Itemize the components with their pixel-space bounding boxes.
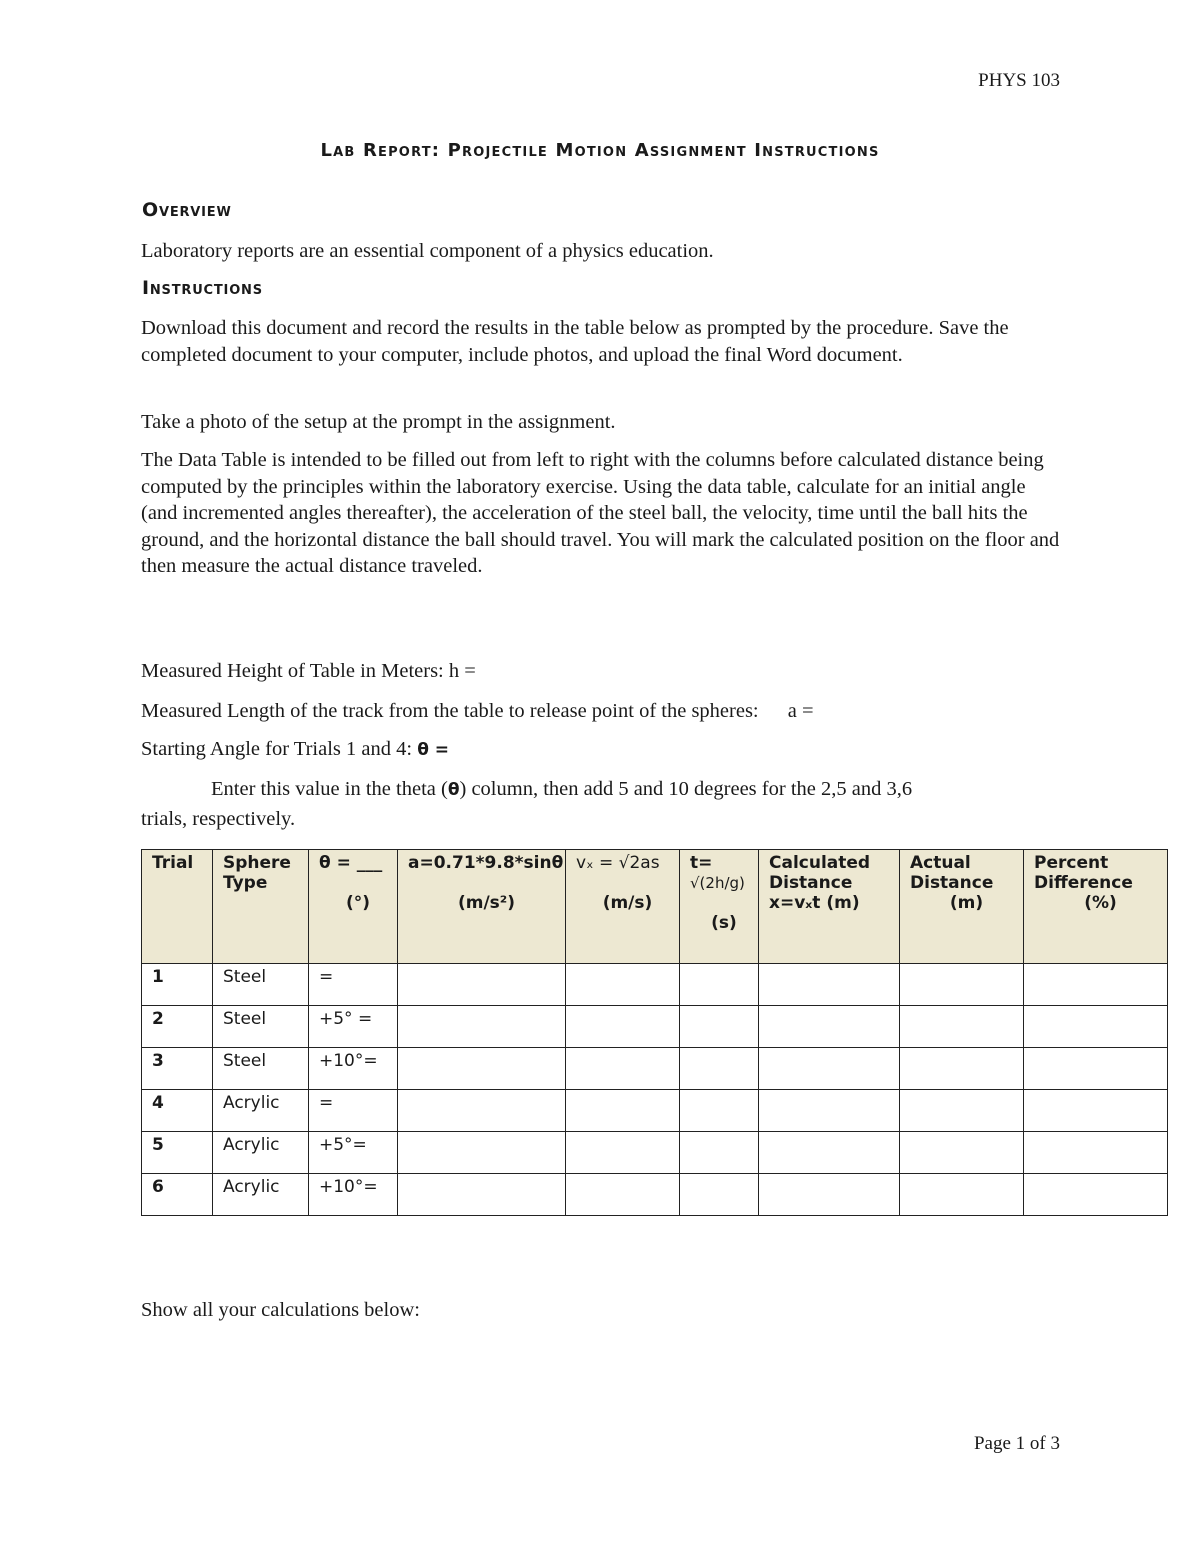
header-calc-label: Calculated Distance xyxy=(769,853,871,893)
calculated-distance-cell[interactable] xyxy=(759,1090,900,1132)
instructions-paragraph-3: The Data Table is intended to be filled out from left to right with the columns before calculated distance being computed by the principles within the laboratory exercise. Using the data table, calculate for an initial angle (and incremented angles thereafter), the acceleration of the steel ball, the velocity, time until the ball hits the ground, and the horizontal distance the ball should travel. You will mark the calculated position on the floor and then measure the actual distance traveled. xyxy=(141,449,1060,577)
actual-distance-cell[interactable] xyxy=(900,1006,1024,1048)
track-length-var: a = xyxy=(787,700,814,722)
velocity-cell[interactable] xyxy=(566,1048,680,1090)
sphere-cell: Steel xyxy=(213,1006,309,1048)
instructions-paragraph-1: Download this document and record the results in the table below as prompted by the procedure. Save the completed document to your computer, include photos, and upload the final Word document. xyxy=(141,317,1009,366)
trial-cell: 5 xyxy=(142,1132,213,1174)
actual-distance-cell[interactable] xyxy=(900,1048,1024,1090)
header-time-unit: (s) xyxy=(711,913,737,933)
acceleration-cell[interactable] xyxy=(398,1132,566,1174)
table-row xyxy=(142,1006,1168,1048)
trial-cell: 2 xyxy=(142,1006,213,1048)
table-row xyxy=(142,1090,1168,1132)
calculated-distance-cell[interactable] xyxy=(759,1132,900,1174)
sphere-cell: Acrylic xyxy=(213,1174,309,1216)
sphere-cell: Acrylic xyxy=(213,1132,309,1174)
header-trial: Trial xyxy=(142,850,213,964)
time-cell[interactable] xyxy=(680,1048,759,1090)
acceleration-cell[interactable] xyxy=(398,1048,566,1090)
acceleration-cell[interactable] xyxy=(398,964,566,1006)
trial-cell: 6 xyxy=(142,1174,213,1216)
track-length-line xyxy=(141,700,814,723)
header-acceleration-formula: a=0.71*9.8*sinθ xyxy=(408,853,564,873)
velocity-cell[interactable] xyxy=(566,1006,680,1048)
theta-cell[interactable]: = xyxy=(309,964,398,1006)
header-percent-unit: (%) xyxy=(1084,893,1117,913)
header-sphere-type: Sphere Type xyxy=(213,850,309,964)
calculated-distance-cell[interactable] xyxy=(759,1174,900,1216)
header-calculated-distance xyxy=(759,850,900,964)
header-percent-difference xyxy=(1024,850,1168,964)
theta-cell[interactable]: = xyxy=(309,1090,398,1132)
starting-angle-symbol: θ = xyxy=(417,740,450,760)
page-title: Lab Report: Projectile Motion Assignment Instructions xyxy=(320,140,880,161)
percent-difference-cell[interactable] xyxy=(1024,1006,1168,1048)
time-cell[interactable] xyxy=(680,1174,759,1216)
page-number: Page 1 of 3 xyxy=(973,1433,1060,1454)
header-calc-formula: x=vₓt (m) xyxy=(769,893,860,913)
calculations-prompt: Show all your calculations below: xyxy=(141,1299,420,1321)
acceleration-cell[interactable] xyxy=(398,1174,566,1216)
calculated-distance-cell[interactable] xyxy=(759,964,900,1006)
header-time xyxy=(680,850,759,964)
trial-cell: 4 xyxy=(142,1090,213,1132)
data-table xyxy=(141,849,1168,1216)
header-velocity-formula: vₓ = √2as xyxy=(576,853,660,873)
percent-difference-cell[interactable] xyxy=(1024,1048,1168,1090)
percent-difference-cell[interactable] xyxy=(1024,1090,1168,1132)
actual-distance-cell[interactable] xyxy=(900,964,1024,1006)
time-cell[interactable] xyxy=(680,1006,759,1048)
table-header-row xyxy=(142,850,1168,964)
header-actual-distance xyxy=(900,850,1024,964)
table-height-line: Measured Height of Table in Meters: h = xyxy=(141,660,476,682)
actual-distance-cell[interactable] xyxy=(900,1132,1024,1174)
time-cell[interactable] xyxy=(680,964,759,1006)
enter-value-line xyxy=(211,778,912,801)
header-velocity xyxy=(566,850,680,964)
actual-distance-cell[interactable] xyxy=(900,1174,1024,1216)
header-time-formula: √(2h/g) xyxy=(690,874,745,892)
velocity-cell[interactable] xyxy=(566,1132,680,1174)
starting-angle-line xyxy=(141,738,449,761)
calculated-distance-cell[interactable] xyxy=(759,1048,900,1090)
sphere-cell: Acrylic xyxy=(213,1090,309,1132)
trial-cell: 1 xyxy=(142,964,213,1006)
calculated-distance-cell[interactable] xyxy=(759,1006,900,1048)
table-row xyxy=(142,1174,1168,1216)
time-cell[interactable] xyxy=(680,1132,759,1174)
header-actual-label: Actual Distance xyxy=(910,853,994,893)
enter-value-theta: θ xyxy=(447,780,460,800)
enter-value-post: ) column, then add 5 and 10 degrees for the 2,5 and 3,6 xyxy=(459,778,913,800)
velocity-cell[interactable] xyxy=(566,1090,680,1132)
track-length-label: Measured Length of the track from the table to release point of the spheres: xyxy=(141,700,759,722)
table-row xyxy=(142,1132,1168,1174)
header-theta-unit: (°) xyxy=(345,893,371,913)
enter-value-pre: Enter this value in the theta ( xyxy=(211,778,448,800)
sphere-cell: Steel xyxy=(213,1048,309,1090)
acceleration-cell[interactable] xyxy=(398,1090,566,1132)
theta-cell[interactable]: +10°= xyxy=(309,1174,398,1216)
header-acceleration-unit: (m/s²) xyxy=(457,893,516,913)
percent-difference-cell[interactable] xyxy=(1024,964,1168,1006)
header-theta xyxy=(309,850,398,964)
velocity-cell[interactable] xyxy=(566,1174,680,1216)
overview-heading: Overview xyxy=(142,199,232,221)
enter-value-line-2: trials, respectively. xyxy=(141,808,296,830)
header-acceleration xyxy=(398,850,566,964)
course-header: PHYS 103 xyxy=(978,70,1060,91)
theta-cell[interactable]: +5° = xyxy=(309,1006,398,1048)
actual-distance-cell[interactable] xyxy=(900,1090,1024,1132)
starting-angle-label: Starting Angle for Trials 1 and 4: xyxy=(141,738,418,760)
header-actual-unit: (m) xyxy=(949,893,984,913)
table-row xyxy=(142,1048,1168,1090)
theta-cell[interactable]: +10°= xyxy=(309,1048,398,1090)
header-theta-label: θ = ___ xyxy=(319,853,383,873)
overview-text: Laboratory reports are an essential component of a physics education. xyxy=(141,240,714,262)
header-time-label: t= xyxy=(690,853,713,873)
acceleration-cell[interactable] xyxy=(398,1006,566,1048)
table-row xyxy=(142,964,1168,1006)
theta-cell[interactable]: +5°= xyxy=(309,1132,398,1174)
sphere-cell: Steel xyxy=(213,964,309,1006)
trial-cell: 3 xyxy=(142,1048,213,1090)
instructions-paragraph-2: Take a photo of the setup at the prompt in the assignment. xyxy=(141,411,616,433)
percent-difference-cell[interactable] xyxy=(1024,1174,1168,1216)
header-velocity-unit: (m/s) xyxy=(602,893,653,913)
velocity-cell[interactable] xyxy=(566,964,680,1006)
time-cell[interactable] xyxy=(680,1090,759,1132)
header-percent-label: Percent Difference xyxy=(1034,853,1133,893)
instructions-heading: Instructions xyxy=(142,277,263,299)
percent-difference-cell[interactable] xyxy=(1024,1132,1168,1174)
